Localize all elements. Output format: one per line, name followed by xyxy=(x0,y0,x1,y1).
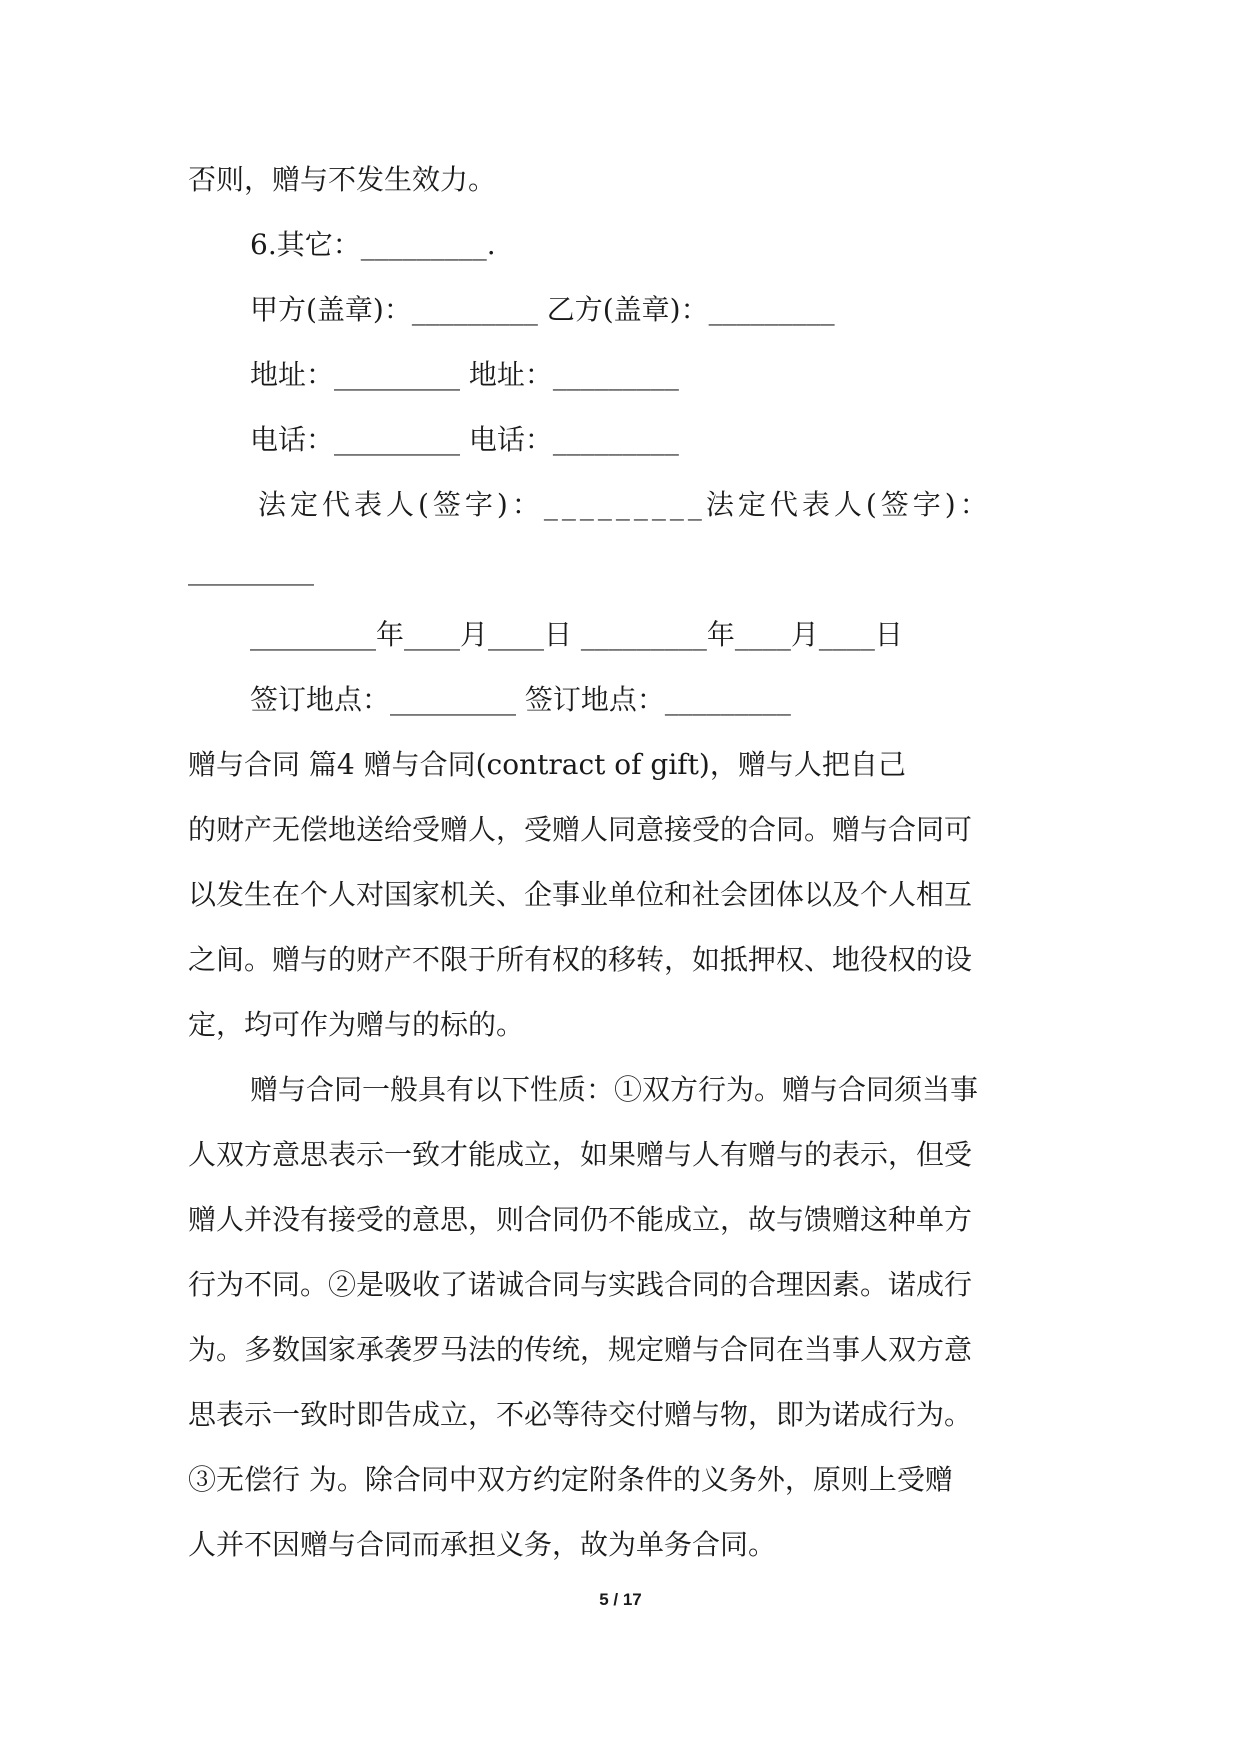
text-line: ③无偿行 为。除合同中双方约定附条件的义务外，原则上受赠 xyxy=(188,1463,953,1496)
text-line: 赠人并没有接受的意思，则合同仍不能成立，故与馈赠这种单方 xyxy=(188,1203,973,1236)
text-line: 行为不同。②是吸收了诺诚合同与实践合同的合理因素。诺成行 xyxy=(188,1268,973,1301)
text-line: 赠与合同 篇4 赠与合同(contract of gift)，赠与人把自己 xyxy=(188,748,906,781)
text-line: _________年____月____日 _________年____月____日 xyxy=(250,618,903,651)
text-line: 法定代表人(签字)：_________法定代表人(签字)： xyxy=(258,488,992,521)
text-line: 赠与合同一般具有以下性质：①双方行为。赠与合同须当事 xyxy=(250,1073,979,1106)
text-line: 否则，赠与不发生效力。 xyxy=(188,163,497,196)
text-line: 思表示一致时即告成立，不必等待交付赠与物，即为诺成行为。 xyxy=(188,1398,973,1431)
text-line: 为。多数国家承袭罗马法的传统，规定赠与合同在当事人双方意 xyxy=(188,1333,973,1366)
text-line: 电话：_________ 电话：_________ xyxy=(250,423,679,456)
page-number: 5 / 17 xyxy=(599,1590,642,1609)
text-line: 人双方意思表示一致才能成立，如果赠与人有赠与的表示，但受 xyxy=(188,1138,973,1171)
text-line: 人并不因赠与合同而承担义务，故为单务合同。 xyxy=(188,1528,777,1561)
text-line: 之间。赠与的财产不限于所有权的移转，如抵押权、地役权的设 xyxy=(188,943,973,976)
text-line: 签订地点：_________ 签订地点：_________ xyxy=(250,683,791,716)
text-line: 以发生在个人对国家机关、企事业单位和社会团体以及个人相互 xyxy=(188,878,973,911)
text-line: 的财产无偿地送给受赠人，受赠人同意接受的合同。赠与合同可 xyxy=(188,813,973,846)
text-line: 甲方(盖章)：_________ 乙方(盖章)：_________ xyxy=(250,293,835,326)
text-line: 地址：_________ 地址：_________ xyxy=(250,358,679,391)
text-line: 6.其它：_________. xyxy=(250,228,496,261)
text-line: _________ xyxy=(188,553,314,586)
text-line: 定，均可作为赠与的标的。 xyxy=(188,1008,525,1041)
